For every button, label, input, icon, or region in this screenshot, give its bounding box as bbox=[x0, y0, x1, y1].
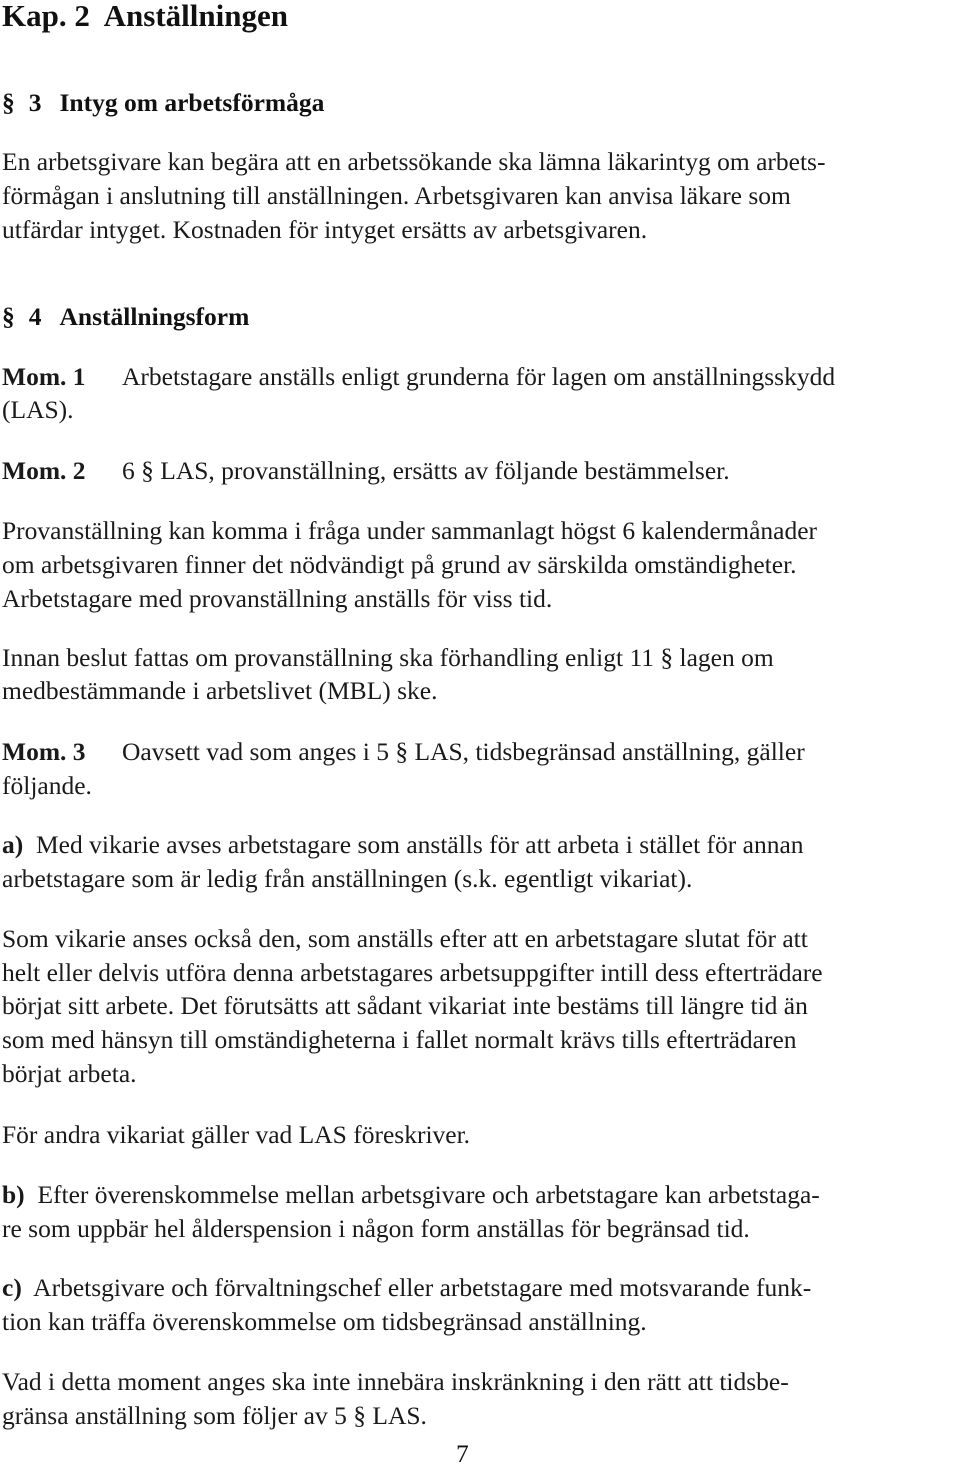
mom-2-para-2-line: medbestämmande i arbetslivet (MBL) ske. bbox=[2, 676, 438, 705]
item-a-line bbox=[2, 828, 804, 862]
mom-2-para-1-line: Provanställning kan komma i fråga under sammanlagt högst 6 kalendermånader bbox=[2, 516, 818, 545]
section-title: Anställningsform bbox=[59, 302, 250, 331]
mom-2-label: Mom. 2 bbox=[2, 456, 86, 485]
item-a-text: Med vikarie avses arbetstagare som anställs för att arbeta i stället för annan bbox=[36, 830, 804, 859]
mom-3-text: Oavsett vad som anges i 5 § LAS, tidsbegränsad anställning, gäller bbox=[122, 737, 805, 766]
mom-2-text: 6 § LAS, provanställning, ersätts av följande bestämmelser. bbox=[122, 456, 730, 485]
mom-1-label: Mom. 1 bbox=[2, 362, 86, 391]
other-vikariat-line: För andra vikariat gäller vad LAS föreskriver. bbox=[2, 1120, 471, 1149]
section-number: 4 bbox=[28, 302, 42, 331]
item-a-line-2: arbetstagare som är ledig från anställningen (s.k. egentligt vikariat). bbox=[2, 864, 693, 893]
page-number: 7 bbox=[456, 1439, 469, 1468]
section-3-text-line: En arbetsgivare kan begära att en arbetssökande ska lämna läkarintyg om arbets- bbox=[2, 147, 826, 176]
mom-3-label: Mom. 3 bbox=[2, 737, 86, 766]
section-3-text-line: utfärdar intyget. Kostnaden för intyget ersätts av arbetsgivaren. bbox=[2, 215, 648, 244]
item-c-line-2: tion kan träffa överenskommelse om tidsbegränsad anställning. bbox=[2, 1307, 647, 1336]
vikarie-para-line: helt eller delvis utföra denna arbetstagares arbetsuppgifter intill dess efterträdare bbox=[2, 958, 823, 987]
mom-3-line bbox=[2, 735, 805, 769]
item-c-marker: c) bbox=[2, 1273, 22, 1302]
final-para-line: Vad i detta moment anges ska inte innebära inskränkning i den rätt att tidsbe- bbox=[2, 1367, 789, 1396]
section-title: Intyg om arbetsförmåga bbox=[59, 88, 325, 117]
vikarie-para-line: Som vikarie anses också den, som anställs efter att en arbetstagare slutat för att bbox=[2, 924, 808, 953]
section-4-heading bbox=[2, 300, 249, 334]
mom-1-line bbox=[2, 360, 835, 394]
section-3-text-line: förmågan i anslutning till anställningen. Arbetsgivaren kan anvisa läkare som bbox=[2, 181, 791, 210]
mom-2-para-1-line: om arbetsgivaren finner det nödvändigt på grund av särskilda omständigheter. bbox=[2, 550, 797, 579]
mom-2-para-1-line: Arbetstagare med provanställning anställs för viss tid. bbox=[2, 584, 553, 613]
vikarie-para-line: börjat arbeta. bbox=[2, 1059, 137, 1088]
section-number: 3 bbox=[28, 88, 42, 117]
section-3-heading bbox=[2, 86, 324, 120]
mom-2-line bbox=[2, 454, 730, 488]
item-c-line bbox=[2, 1271, 811, 1305]
chapter-title: Kap. 2 Anställningen bbox=[2, 0, 288, 33]
item-b-line bbox=[2, 1178, 820, 1212]
mom-1-line-2: (LAS). bbox=[2, 395, 74, 424]
item-b-line-2: re som uppbär hel ålderspension i någon form anställas för begränsad tid. bbox=[2, 1214, 750, 1243]
section-symbol: § bbox=[2, 88, 15, 117]
section-symbol: § bbox=[2, 302, 15, 331]
item-b-marker: b) bbox=[2, 1180, 25, 1209]
mom-1-text: Arbetstagare anställs enligt grunderna för lagen om anställningsskydd bbox=[122, 362, 836, 391]
item-b-text: Efter överenskommelse mellan arbetsgivare och arbetstagare kan arbetstaga- bbox=[37, 1180, 820, 1209]
mom-3-line-2: följande. bbox=[2, 771, 92, 800]
final-para-line: gränsa anställning som följer av 5 § LAS. bbox=[2, 1401, 427, 1430]
item-c-text: Arbetsgivare och förvaltningschef eller arbetstagare med motsvarande funk- bbox=[33, 1273, 812, 1302]
mom-2-para-2-line: Innan beslut fattas om provanställning ska förhandling enligt 11 § lagen om bbox=[2, 643, 774, 672]
vikarie-para-line: börjat sitt arbete. Det förutsätts att sådant vikariat inte bestäms till längre tid än bbox=[2, 991, 808, 1020]
vikarie-para-line: som med hänsyn till omständigheterna i fallet normalt krävs tills efterträdaren bbox=[2, 1025, 797, 1054]
item-a-marker: a) bbox=[2, 830, 24, 859]
